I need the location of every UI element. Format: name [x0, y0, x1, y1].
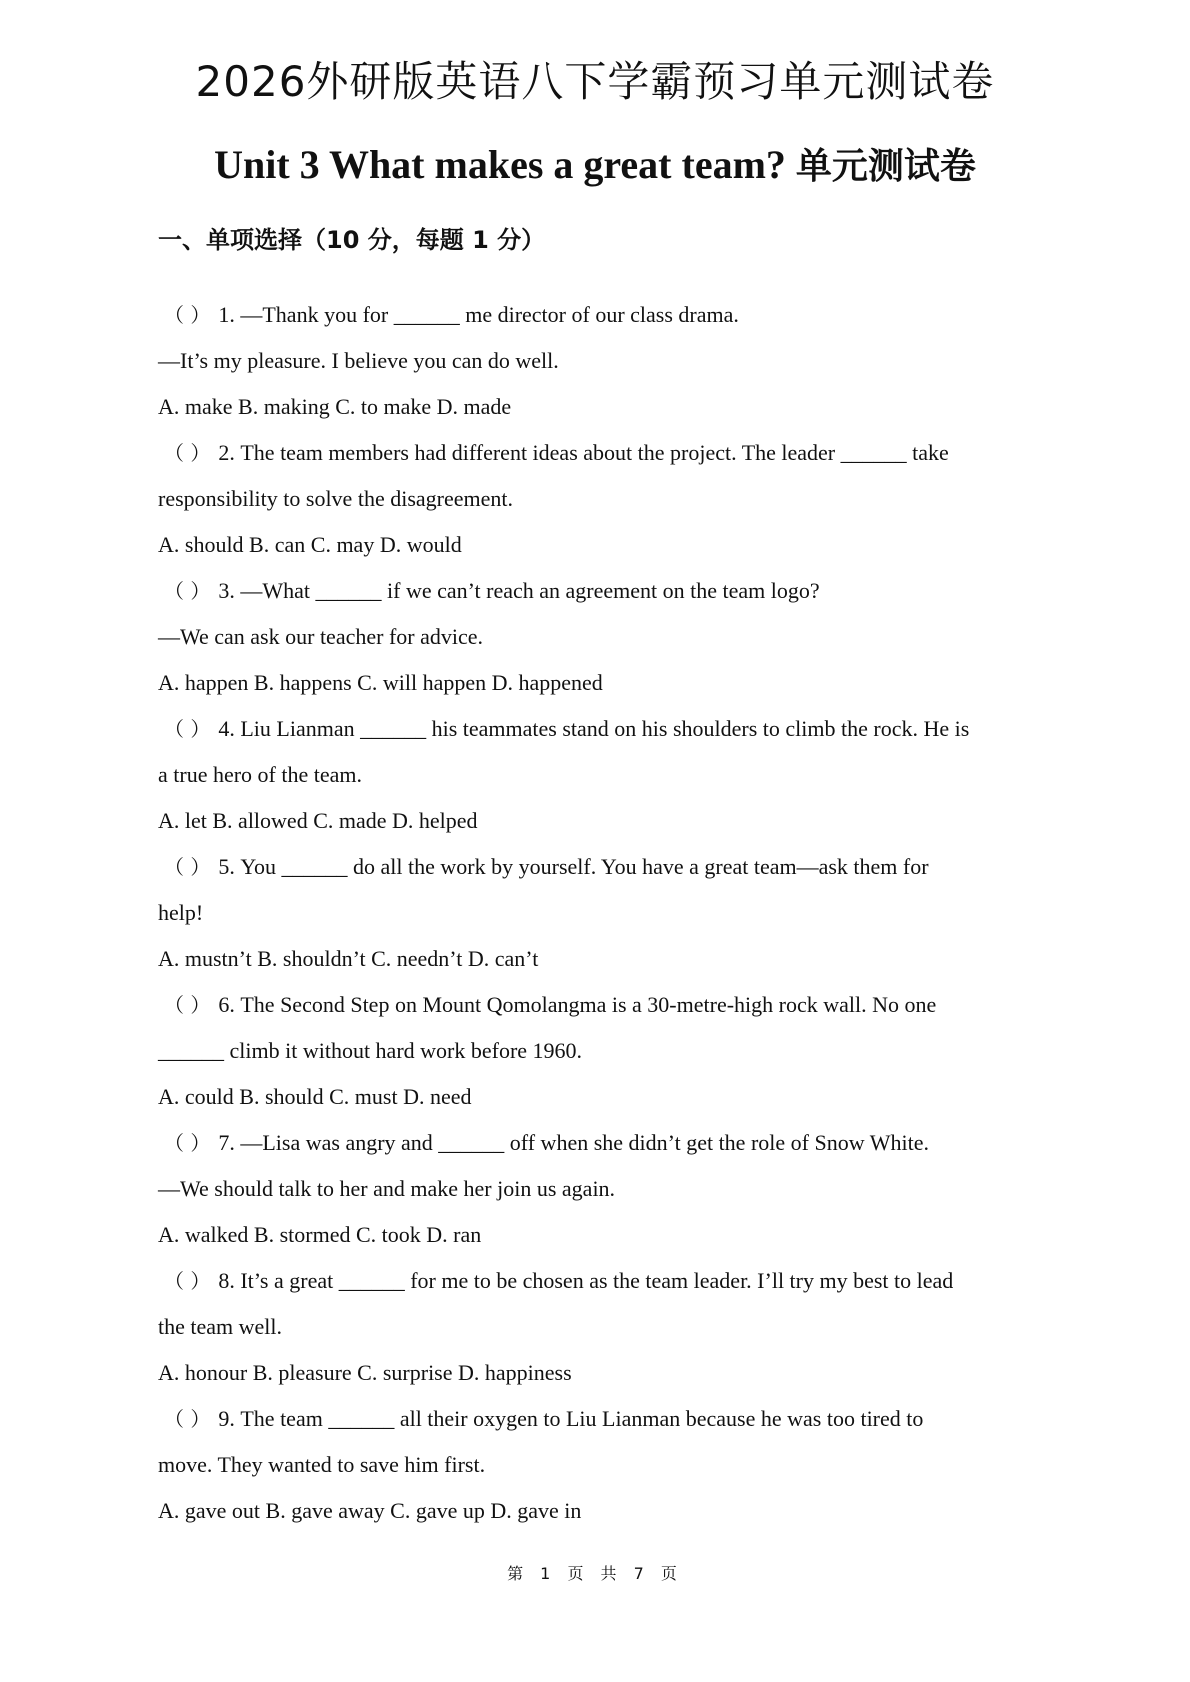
question-options: A. honour B. pleasure C. surprise D. happiness [158, 1360, 572, 1385]
question-item [158, 292, 1038, 430]
question-options: A. could B. should C. must D. need [158, 1084, 472, 1109]
question-options: A. walked B. stormed C. took D. ran [158, 1222, 482, 1247]
question-options: A. make B. making C. to make D. made [158, 394, 512, 419]
question-text: 6. The Second Step on Mount Qomolangma is a 30-metre-high rock wall. No one [218, 992, 937, 1017]
question-text: move. They wanted to save him first. [158, 1452, 486, 1477]
question-text: —It’s my pleasure. I believe you can do well. [158, 348, 559, 373]
question-text: —We should talk to her and make her join us again. [158, 1176, 616, 1201]
question-text: help! [158, 900, 204, 925]
question-stem [158, 292, 1038, 338]
page-title: 2026外研版英语八下学霸预习单元测试卷 [195, 57, 995, 106]
question-text: the team well. [158, 1314, 283, 1339]
answer-bracket: （ ） [164, 441, 211, 465]
question-continuation [158, 1442, 1038, 1488]
question-text: responsibility to solve the disagreement. [158, 486, 513, 511]
question-continuation [158, 1304, 1038, 1350]
question-text: 1. —Thank you for ______ me director of our class drama. [218, 302, 739, 327]
question-text: ______ climb it without hard work before 1960. [158, 1038, 583, 1063]
question-text: 8. It’s a great ______ for me to be chosen as the team leader. I’ll try my best to lead [218, 1268, 954, 1293]
question-options: A. gave out B. gave away C. gave up D. gave in [158, 1498, 582, 1523]
answer-bracket: （ ） [164, 1131, 211, 1155]
question-item [158, 568, 1038, 706]
question-stem [158, 568, 1038, 614]
question-item [158, 430, 1038, 568]
question-continuation [158, 1166, 1038, 1212]
question-continuation [158, 614, 1038, 660]
answer-bracket: （ ） [164, 579, 211, 603]
question-continuation [158, 338, 1038, 384]
question-stem [158, 1258, 1038, 1304]
question-text: 3. —What ______ if we can’t reach an agreement on the team logo? [218, 578, 820, 603]
question-item [158, 1258, 1038, 1396]
answer-bracket: （ ） [164, 993, 211, 1017]
unit-subtitle [0, 136, 1190, 196]
question-item [158, 982, 1038, 1120]
question-item [158, 1120, 1038, 1258]
question-stem [158, 982, 1038, 1028]
question-stem [158, 706, 1038, 752]
question-options: A. happen B. happens C. will happen D. happened [158, 670, 603, 695]
question-item [158, 844, 1038, 982]
question-stem [158, 1120, 1038, 1166]
answer-bracket: （ ） [164, 855, 211, 879]
question-text: 5. You ______ do all the work by yourself. You have a great team—ask them for [218, 854, 929, 879]
section-heading: 一、单项选择（10 分，每题 1 分） [158, 226, 546, 254]
question-options: A. mustn’t B. shouldn’t C. needn’t D. can’t [158, 946, 539, 971]
question-text: —We can ask our teacher for advice. [158, 624, 484, 649]
question-item [158, 706, 1038, 844]
answer-bracket: （ ） [164, 717, 211, 741]
question-continuation [158, 890, 1038, 936]
page-footer: 第 1 页 共 7 页 [507, 1564, 683, 1583]
question-stem [158, 1396, 1038, 1442]
unit-subtitle-cn: 单元测试卷 [795, 146, 976, 187]
question-options: A. should B. can C. may D. would [158, 532, 462, 557]
question-stem [158, 430, 1038, 476]
question-stem [158, 844, 1038, 890]
answer-bracket: （ ） [164, 1269, 211, 1293]
answer-bracket: （ ） [164, 1407, 211, 1431]
question-continuation [158, 1028, 1038, 1074]
question-list [158, 292, 1038, 1534]
question-text: 7. —Lisa was angry and ______ off when she didn’t get the role of Snow White. [218, 1130, 929, 1155]
question-continuation [158, 752, 1038, 798]
question-continuation [158, 476, 1038, 522]
question-text: 2. The team members had different ideas about the project. The leader ______ take [218, 440, 949, 465]
unit-subtitle-en: Unit 3 What makes a great team? [214, 142, 786, 187]
question-text: 9. The team ______ all their oxygen to Liu Lianman because he was too tired to [218, 1406, 924, 1431]
question-text: 4. Liu Lianman ______ his teammates stand on his shoulders to climb the rock. He is [218, 716, 970, 741]
answer-bracket: （ ） [164, 303, 211, 327]
question-text: a true hero of the team. [158, 762, 363, 787]
question-options: A. let B. allowed C. made D. helped [158, 808, 478, 833]
question-item [158, 1396, 1038, 1534]
